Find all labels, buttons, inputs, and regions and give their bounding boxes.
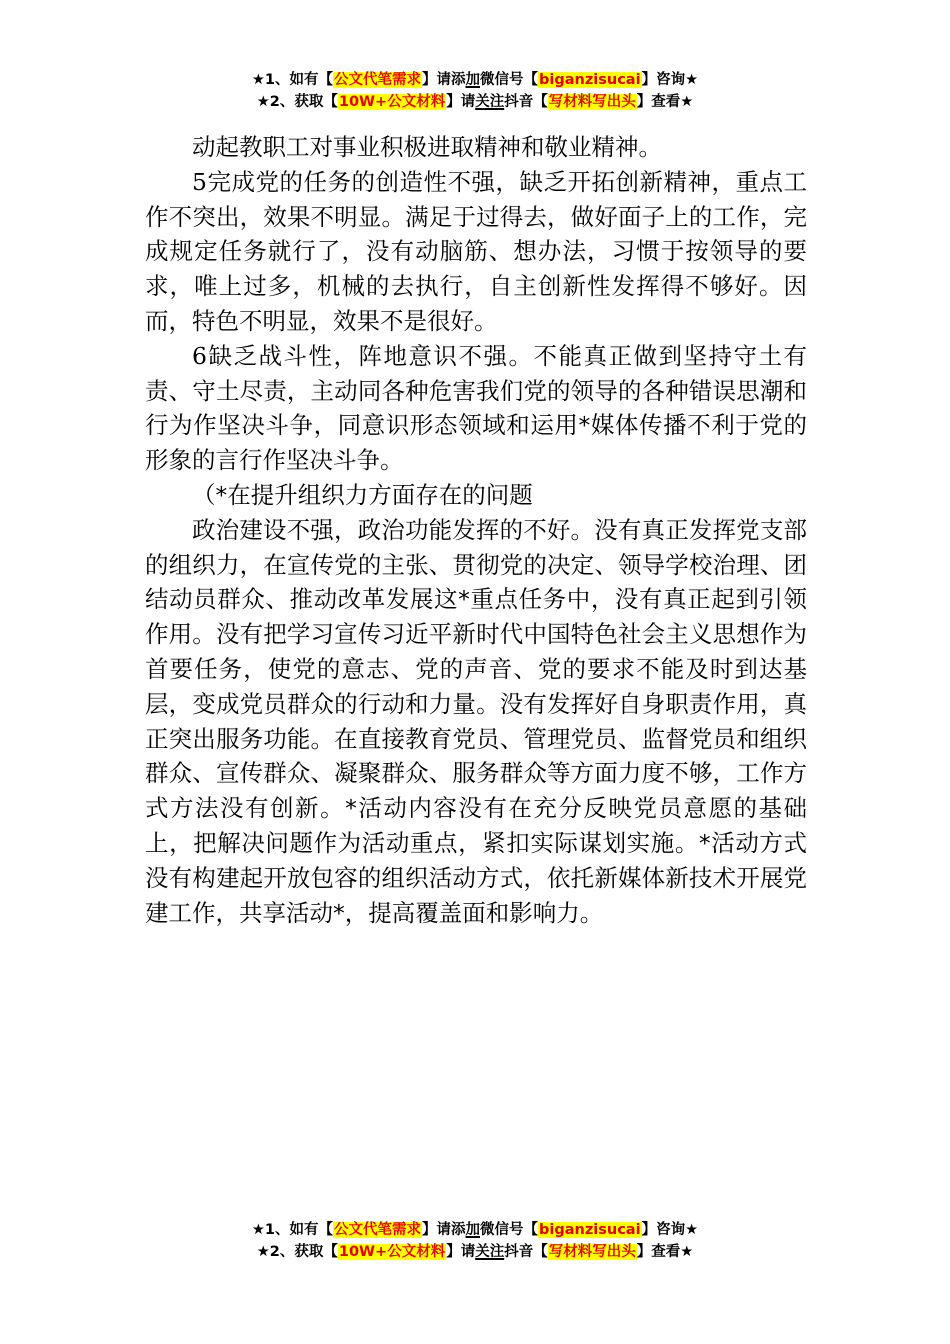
banner-text: 】查看 <box>636 94 681 110</box>
banner-text: 】查看 <box>636 1244 681 1260</box>
footer-banner <box>0 1219 950 1263</box>
star-icon: ★ <box>680 94 694 110</box>
banner-line-1 <box>0 1219 950 1241</box>
banner-highlight: 公文代笔需求 <box>334 72 422 88</box>
banner-text: 2、获取【 <box>269 94 338 110</box>
paragraph-text: 缺乏战斗性，阵地意识不强。不能真正做到坚持守土有责、守土尽责，主动同各种危害我们党的领导的各种错误思潮和行为作坚决斗争，同意识形态领域和运用*媒体传播不利于党的形象的言行作坚决斗争。 <box>145 341 807 475</box>
banner-text: 抖音【 <box>504 1244 548 1260</box>
header-banner <box>0 69 950 113</box>
paragraph-item-5 <box>145 165 807 339</box>
banner-highlight: 公文代笔需求 <box>334 1222 422 1238</box>
banner-text: 微信号【 <box>480 72 539 88</box>
document-body <box>145 130 807 930</box>
banner-text: 抖音【 <box>504 94 548 110</box>
section-heading: （*在提升组织力方面存在的问题 <box>192 480 533 509</box>
banner-text: 】请 <box>446 94 476 110</box>
banner-line-1 <box>0 69 950 91</box>
star-icon: ★ <box>256 94 270 110</box>
star-icon: ★ <box>256 1244 270 1260</box>
banner-text: 】请添 <box>422 1222 466 1238</box>
banner-underlined-text: 关注 <box>475 1244 505 1260</box>
star-icon: ★ <box>685 72 699 88</box>
banner-underlined-text: 关注 <box>475 94 505 110</box>
banner-text: 】咨询 <box>641 1222 686 1238</box>
banner-highlight: 10W+公文材料 <box>338 94 446 110</box>
item-number: 5 <box>192 167 207 196</box>
banner-text: 微信号【 <box>480 1222 539 1238</box>
paragraph-item-6 <box>145 339 807 478</box>
banner-line-2 <box>0 91 950 113</box>
banner-text: 】请 <box>446 1244 476 1260</box>
banner-highlight: biganzisucai <box>539 72 641 88</box>
banner-highlight: 10W+公文材料 <box>338 1244 446 1260</box>
item-number: 6 <box>192 341 207 370</box>
banner-text: 1、如有【 <box>264 1222 334 1238</box>
banner-underlined-text: 加 <box>465 1222 481 1238</box>
paragraph-section-body: 政治建设不强，政治功能发挥的不好。没有真正发挥党支部的组织力，在宣传党的主张、贯彻党的决定、领导学校治理、团结动员群众、推动改革发展这*重点任务中，没有真正起到引领作用。没有把学习宣传习近平新时代中国特色社会主义思想作为首要任务，使党的意志、党的声音、党的要求不能及时到达基层，变成党员群众的行动和力量。没有发挥好自身职责作用，真正突出服务功能。在直接教育党员、管理党员、监督党员和组织群众、宣传群众、凝聚群众、服务群众等方面力度不够，工作方式方法没有创新。*活动内容没有在充分反映党员意愿的基础上，把解决问题作为活动重点，紧扣实际谋划实施。*活动方式没有构建起开放包容的组织活动方式，依托新媒体新技术开展党建工作，共享活动*，提高覆盖面和影响力。 <box>145 515 807 927</box>
paragraph-continuation: 动起教职工对事业积极进取精神和敬业精神。 <box>192 133 662 161</box>
banner-underlined-text: 加 <box>465 72 481 88</box>
star-icon: ★ <box>685 1222 699 1238</box>
banner-text: 2、获取【 <box>269 1244 338 1260</box>
star-icon: ★ <box>251 72 265 88</box>
banner-highlight: 写材料写出头 <box>548 1244 636 1260</box>
banner-line-2 <box>0 1241 950 1263</box>
banner-highlight: 写材料写出头 <box>548 94 636 110</box>
banner-text: 】请添 <box>422 72 466 88</box>
paragraph-text: 完成党的任务的创造性不强，缺乏开拓创新精神，重点工作不突出，效果不明显。满足于过得去，做好面子上的工作，完成规定任务就行了，没有动脑筋、想办法，习惯于按领导的要求，唯上过多，机械的去执行，自主创新性发挥得不够好。因而，特色不明显，效果不是很好。 <box>145 167 807 335</box>
banner-text: 1、如有【 <box>264 72 334 88</box>
banner-text: 】咨询 <box>641 72 686 88</box>
star-icon: ★ <box>251 1222 265 1238</box>
star-icon: ★ <box>680 1244 694 1260</box>
banner-highlight: biganzisucai <box>539 1222 641 1238</box>
